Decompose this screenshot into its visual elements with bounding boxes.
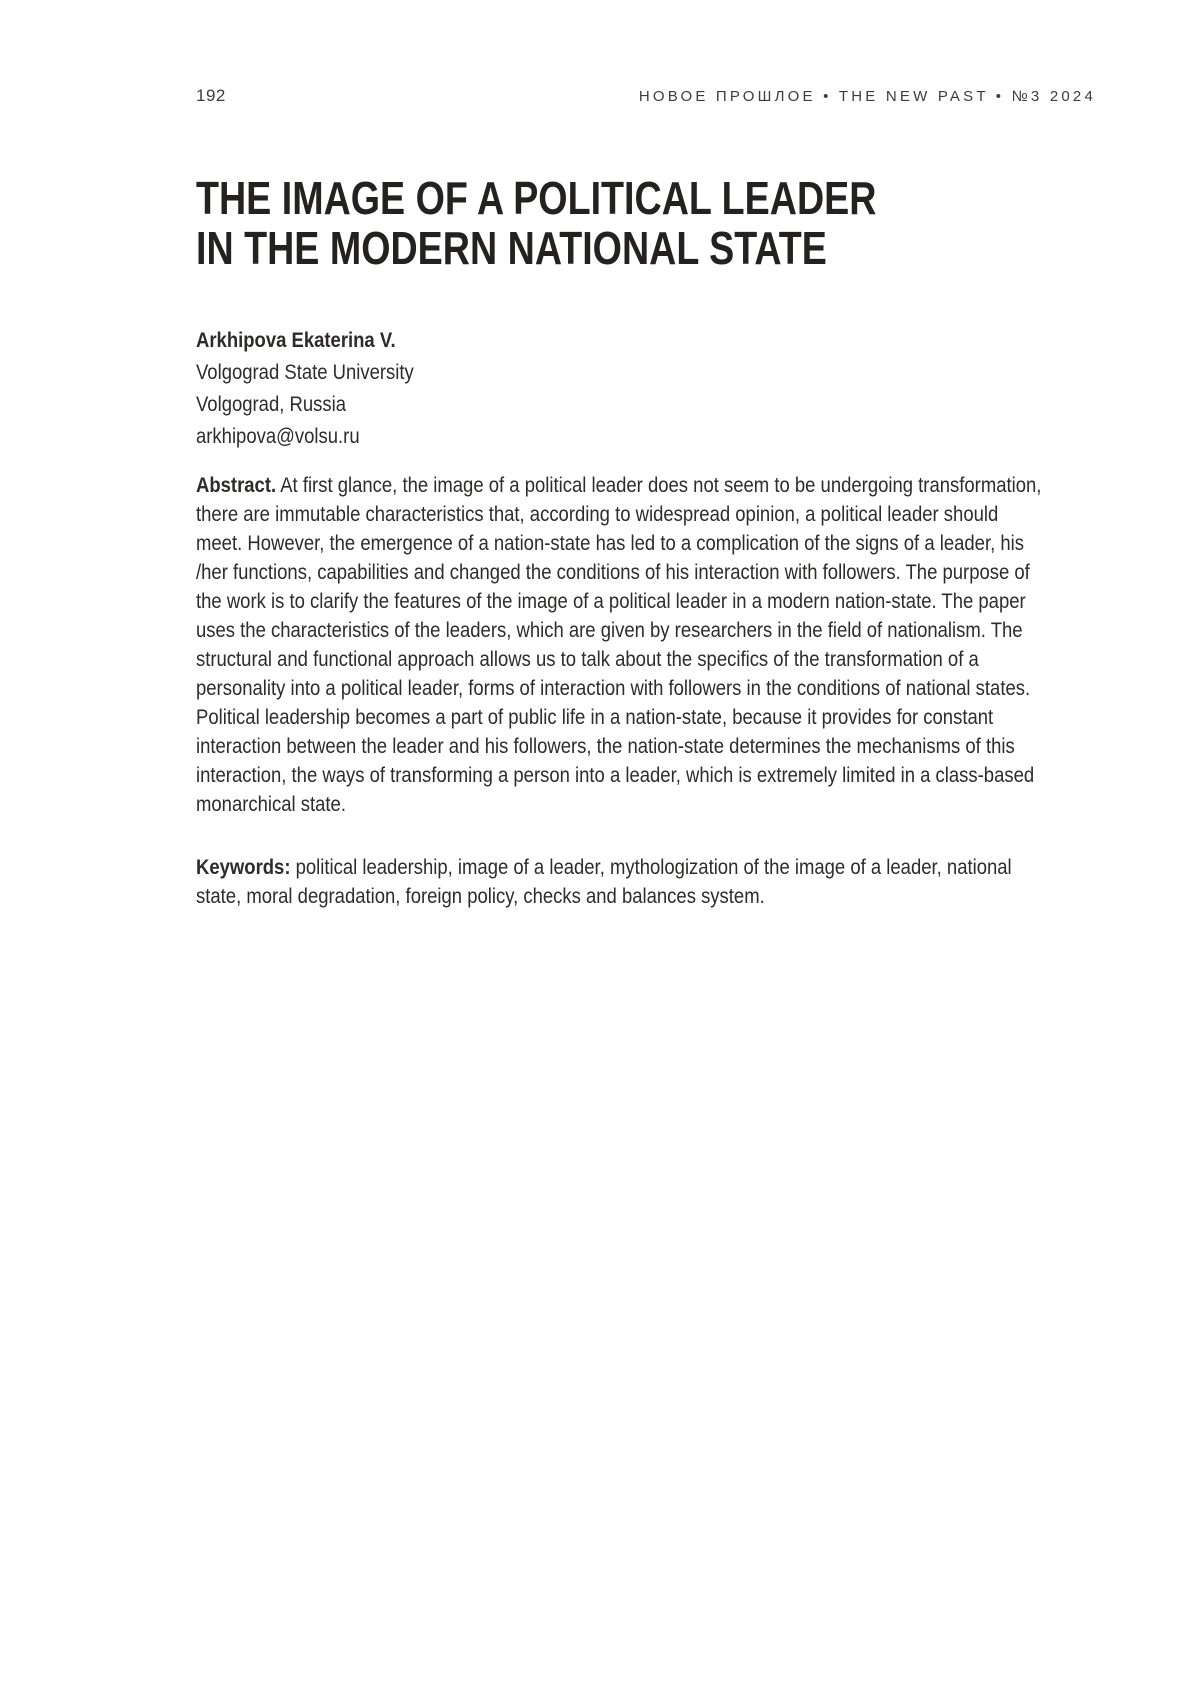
article-title-line-1: THE IMAGE OF A POLITICAL LEADER — [196, 172, 877, 224]
article — [196, 173, 1046, 911]
abstract-paragraph — [196, 471, 1046, 819]
article-title — [196, 173, 987, 273]
author-block — [196, 325, 1046, 453]
keywords-label: Keywords: — [196, 856, 291, 879]
author-name: Arkhipova Ekaterina V. — [196, 329, 396, 352]
keywords-paragraph — [196, 853, 1046, 911]
abstract-label: Abstract. — [196, 474, 277, 497]
author-location: Volgograd, Russia — [196, 393, 346, 416]
page-number: 192 — [196, 86, 226, 105]
author-affiliation: Volgograd State University — [196, 361, 414, 384]
running-head — [196, 86, 1096, 106]
abstract-text: At first glance, the image of a political leader does not seem to be undergoing transformation, there are immutable characteristics that, according to widespread opinion, a political leader should meet. However, the emergence of a nation-state has led to a complication of the signs of a leader, his /her functions, capabilities and changed the conditions of his interaction with followers. The purpose of the work is to clarify the features of the image of a political leader in a modern nation-state. The paper uses the characteristics of the leaders, which are given by researchers in the field of nationalism. The structural and functional approach allows us to talk about the specifics of the transformation of a personality into a political leader, forms of interaction with followers in the conditions of national states. Political leadership becomes a part of public life in a nation-state, because it provides for constant interaction between the leader and his followers, the nation-state determines the mechanisms of this interaction, the ways of transforming a person into a leader, which is extremely limited in a class-based monarchical state. — [196, 474, 1042, 816]
journal-title: НОВОЕ ПРОШЛОЕ • THE NEW PAST • №3 2024 — [638, 88, 1096, 105]
keywords-text: political leadership, image of a leader, mythologization of the image of a leader, national state, moral degradation, foreign policy, checks and balances system. — [196, 856, 1012, 908]
article-title-line-2: IN THE MODERN NATIONAL STATE — [196, 222, 827, 274]
author-email: arkhipova@volsu.ru — [196, 425, 360, 448]
